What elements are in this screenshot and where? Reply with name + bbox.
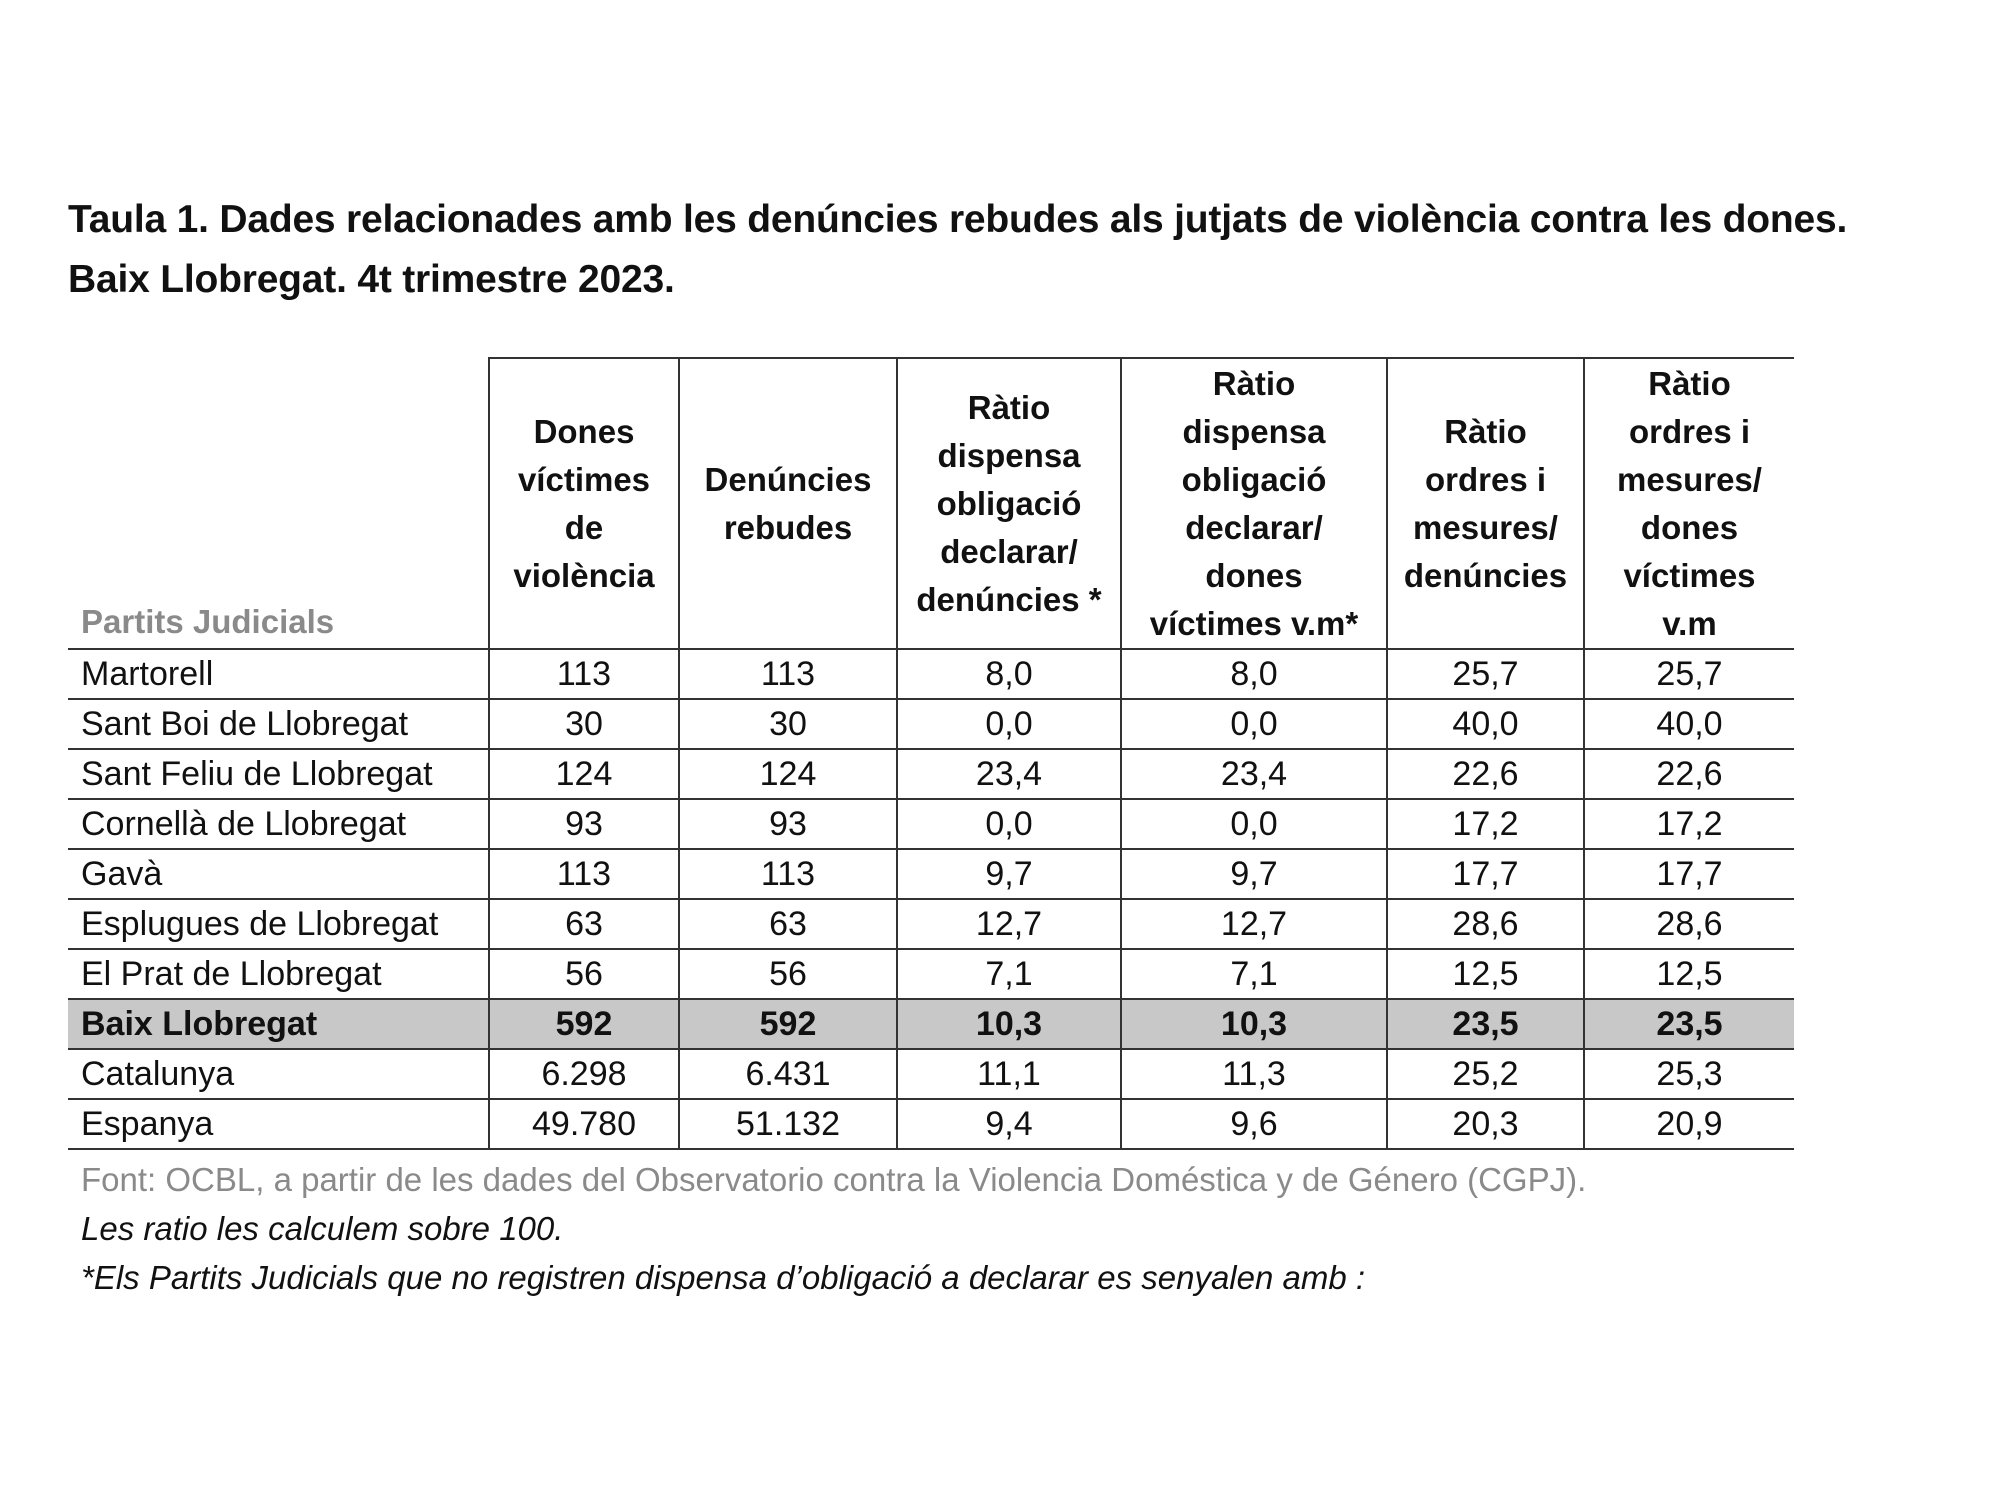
column-header-6 — [1584, 358, 1794, 649]
column-header-line: declarar/ — [940, 532, 1078, 570]
table-cell: 63 — [679, 899, 897, 949]
column-header-line: denúncies — [1403, 556, 1568, 594]
column-header-1 — [489, 358, 679, 649]
column-header-line: Ràtio — [1648, 364, 1731, 402]
table-cell: 17,7 — [1387, 849, 1584, 899]
table-cell: 7,1 — [897, 949, 1121, 999]
table-cell: 93 — [679, 799, 897, 849]
table-cell: 113 — [679, 649, 897, 699]
table-cell: 25,7 — [1387, 649, 1584, 699]
column-header-line: ordres i — [1424, 460, 1547, 498]
column-header-line: violència — [513, 556, 655, 594]
table-cell: 23,5 — [1584, 999, 1794, 1049]
table-cell: 63 — [489, 899, 679, 949]
table-cell: 56 — [489, 949, 679, 999]
table-cell: 9,7 — [897, 849, 1121, 899]
column-header-line: obligació — [1181, 460, 1327, 498]
column-header-line: dones — [1640, 508, 1739, 546]
table-cell: 23,5 — [1387, 999, 1584, 1049]
column-header-line: Dones — [533, 412, 635, 450]
table-cell: 113 — [679, 849, 897, 899]
row-label: Espanya — [68, 1099, 489, 1149]
table-cell: 113 — [489, 849, 679, 899]
column-header-4 — [1121, 358, 1387, 649]
table-cell: 113 — [489, 649, 679, 699]
column-header-line: víctimes — [517, 460, 651, 498]
table-cell: 40,0 — [1584, 699, 1794, 749]
table-cell: 9,6 — [1121, 1099, 1387, 1149]
column-header-line: víctimes — [1623, 556, 1756, 594]
data-table — [68, 357, 1794, 1150]
table-cell: 124 — [489, 749, 679, 799]
table-row-total — [68, 999, 1794, 1049]
table-cell: 9,7 — [1121, 849, 1387, 899]
row-label: El Prat de Llobregat — [68, 949, 489, 999]
table-cell: 10,3 — [1121, 999, 1387, 1049]
column-header-line: dispensa — [937, 436, 1081, 474]
table-row — [68, 1049, 1794, 1099]
column-header-line: Ràtio — [1212, 364, 1296, 402]
table-cell: 7,1 — [1121, 949, 1387, 999]
table-cell: 23,4 — [1121, 749, 1387, 799]
table-cell: 8,0 — [897, 649, 1121, 699]
table-cell: 6.431 — [679, 1049, 897, 1099]
table-cell: 0,0 — [1121, 799, 1387, 849]
table-cell: 12,5 — [1584, 949, 1794, 999]
row-label: Baix Llobregat — [68, 999, 489, 1049]
table-cell: 9,4 — [897, 1099, 1121, 1149]
row-label: Gavà — [68, 849, 489, 899]
column-header-line: Ràtio — [1444, 412, 1527, 450]
column-header-line: denúncies * — [916, 580, 1102, 618]
column-header-3 — [897, 358, 1121, 649]
table-cell: 8,0 — [1121, 649, 1387, 699]
ratio-note: Les ratio les calculem sobre 100. — [81, 1210, 564, 1247]
title-line-1: Taula 1. Dades relacionades amb les denúncies rebudes als jutjats de violència contra les dones. — [68, 198, 1848, 241]
table-cell: 30 — [489, 699, 679, 749]
column-header-line: obligació — [936, 484, 1082, 522]
column-header-line: rebudes — [723, 508, 853, 546]
row-header-label: Partits Judicials — [68, 358, 489, 649]
title-line-2: Baix Llobregat. 4t trimestre 2023. — [68, 258, 675, 301]
table-cell: 20,3 — [1387, 1099, 1584, 1149]
table-cell: 6.298 — [489, 1049, 679, 1099]
table-row — [68, 1099, 1794, 1149]
source-note: Font: OCBL, a partir de les dades del Observatorio contra la Violencia Doméstica y de Género (CGPJ). — [81, 1161, 1587, 1198]
column-header-line: Denúncies — [704, 460, 872, 498]
table-cell: 0,0 — [897, 799, 1121, 849]
column-header-line: declarar/ — [1185, 508, 1323, 546]
table-row — [68, 899, 1794, 949]
table-cell: 17,2 — [1584, 799, 1794, 849]
table-cell: 0,0 — [1121, 699, 1387, 749]
table-notes — [81, 1155, 1586, 1302]
row-label: Martorell — [68, 649, 489, 699]
table-row — [68, 699, 1794, 749]
column-header-line: mesures/ — [1617, 460, 1762, 498]
table-cell: 25,7 — [1584, 649, 1794, 699]
table-cell: 22,6 — [1584, 749, 1794, 799]
table-body — [68, 649, 1794, 1149]
table-cell: 51.132 — [679, 1099, 897, 1149]
table-cell: 12,7 — [897, 899, 1121, 949]
table-cell: 592 — [679, 999, 897, 1049]
row-label: Catalunya — [68, 1049, 489, 1099]
table-row — [68, 649, 1794, 699]
column-header-2 — [679, 358, 897, 649]
row-label: Esplugues de Llobregat — [68, 899, 489, 949]
table-cell: 49.780 — [489, 1099, 679, 1149]
table-cell: 11,3 — [1121, 1049, 1387, 1099]
column-header-5 — [1387, 358, 1584, 649]
column-header-line: Ràtio — [967, 388, 1051, 426]
table-cell: 30 — [679, 699, 897, 749]
asterisk-note: *Els Partits Judicials que no registren dispensa d’obligació a declarar es senyalen amb : — [81, 1259, 1366, 1296]
table-cell: 592 — [489, 999, 679, 1049]
table-cell: 25,2 — [1387, 1049, 1584, 1099]
table-cell: 22,6 — [1387, 749, 1584, 799]
column-header-line: víctimes v.m* — [1149, 604, 1359, 642]
table-title — [68, 190, 1968, 310]
header-row — [68, 358, 1794, 649]
table-cell: 17,7 — [1584, 849, 1794, 899]
table-row — [68, 799, 1794, 849]
table-cell: 28,6 — [1584, 899, 1794, 949]
table-row — [68, 949, 1794, 999]
table-row — [68, 849, 1794, 899]
table-cell: 0,0 — [897, 699, 1121, 749]
row-label: Sant Feliu de Llobregat — [68, 749, 489, 799]
column-header-line: v.m — [1662, 604, 1717, 642]
column-header-line: mesures/ — [1413, 508, 1558, 546]
column-header-line: ordres i — [1628, 412, 1751, 450]
table-cell: 93 — [489, 799, 679, 849]
column-header-line: dones — [1205, 556, 1303, 594]
table-cell: 12,7 — [1121, 899, 1387, 949]
table-cell: 23,4 — [897, 749, 1121, 799]
table-cell: 11,1 — [897, 1049, 1121, 1099]
table-cell: 25,3 — [1584, 1049, 1794, 1099]
table-cell: 56 — [679, 949, 897, 999]
table-cell: 28,6 — [1387, 899, 1584, 949]
column-header-line: de — [564, 508, 604, 546]
column-header-line: dispensa — [1182, 412, 1326, 450]
table-cell: 20,9 — [1584, 1099, 1794, 1149]
table-cell: 40,0 — [1387, 699, 1584, 749]
table-cell: 124 — [679, 749, 897, 799]
table-row — [68, 749, 1794, 799]
row-label: Sant Boi de Llobregat — [68, 699, 489, 749]
table-cell: 10,3 — [897, 999, 1121, 1049]
table-cell: 17,2 — [1387, 799, 1584, 849]
table-cell: 12,5 — [1387, 949, 1584, 999]
row-label: Cornellà de Llobregat — [68, 799, 489, 849]
